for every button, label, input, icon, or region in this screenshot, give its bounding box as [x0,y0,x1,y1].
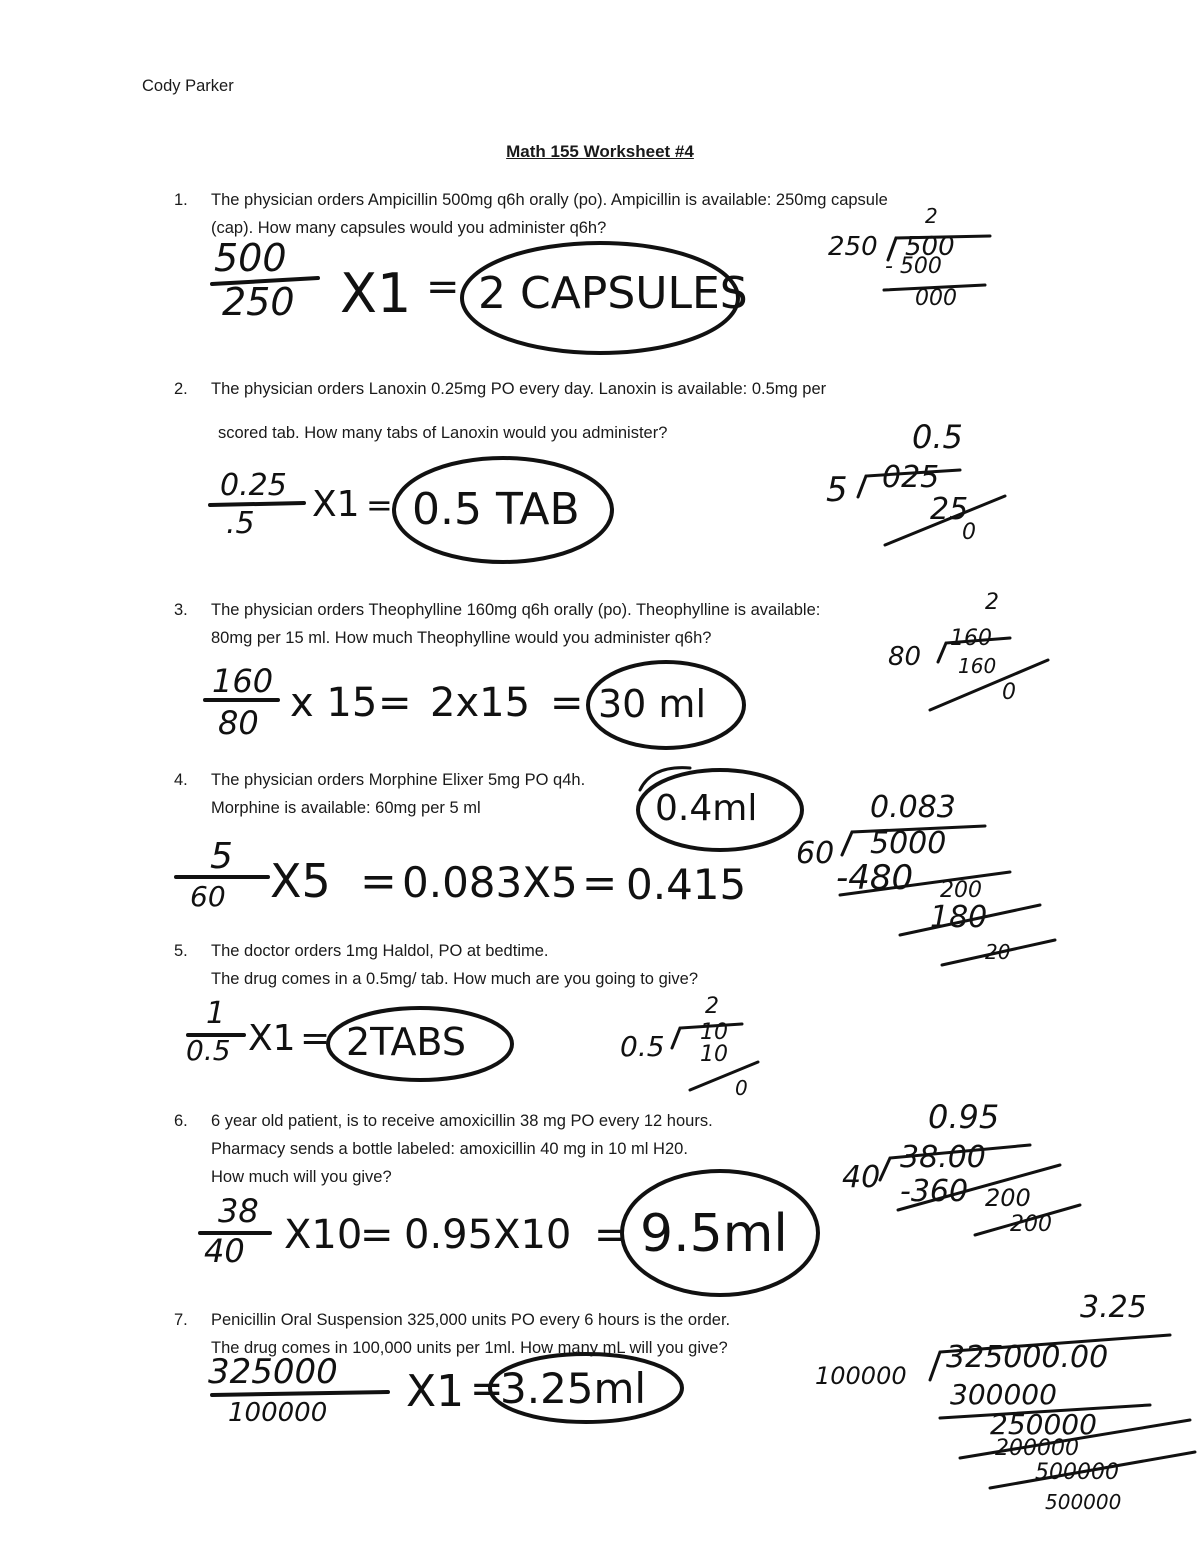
q3-div-subtract: 160 [958,654,997,678]
q6-middle: 0.95X10 [404,1212,572,1258]
question-4-line-1: The physician orders Morphine Elixer 5mg PO q4h. [211,771,586,789]
q6-div-divisor: 40 [842,1160,881,1195]
q1-denominator: 250 [222,280,295,324]
q7-multiplier: X1 [406,1366,465,1417]
q3-denominator: 80 [218,704,259,742]
question-5-line-1: The doctor orders 1mg Haldol, PO at bedtime. [211,942,549,960]
q7-div-subtract: 300000 [950,1378,1057,1411]
q6-div-step: 200 [985,1184,1031,1212]
q6-equals-2: = [594,1212,628,1258]
q3-equals: = [378,680,412,726]
question-2-number: 2. [174,380,188,398]
question-1-number: 1. [174,191,188,209]
q4-numerator: 5 [210,836,233,877]
q4-result: 0.415 [626,860,747,909]
q4-div-divisor: 60 [796,836,835,871]
q2-fraction-bar [210,503,304,505]
question-6-line-3: How much will you give? [211,1168,392,1186]
question-7-line-1: Penicillin Oral Suspension 325,000 units PO every 6 hours is the order. [211,1311,731,1329]
q3-middle: 2x15 [430,680,531,726]
q6-div-subtract: -360 [900,1174,969,1209]
q1-div-divisor: 250 [828,232,878,262]
question-4-line-2: Morphine is available: 60mg per 5 ml [211,799,481,817]
q3-equals-2: = [550,680,584,726]
q3-div-dividend: 160 [950,626,992,651]
q4-div-step-2: 180 [930,900,988,935]
q5-div-dividend: 10 [700,1020,728,1045]
q7-div-step-3: 500000 [1035,1460,1119,1485]
q6-denominator: 40 [204,1232,245,1270]
q1-equals: = [426,264,460,310]
question-6-line-2: Pharmacy sends a bottle labeled: amoxicillin 40 mg in 10 ml H20. [211,1140,688,1158]
q6-equals: = [360,1212,394,1258]
question-2-line-1: The physician orders Lanoxin 0.25mg PO every day. Lanoxin is available: 0.5mg per [211,380,827,398]
q7-numerator: 325000 [208,1352,338,1392]
question-7-line-2: The drug comes in 100,000 units per 1ml. How many mL will you give? [211,1339,728,1357]
q4-div-subtract: -480 [836,858,914,898]
q7-div-quotient: 3.25 [1080,1290,1147,1325]
q1-div-dividend: 500 [905,232,955,262]
q4-div-dividend: 5000 [870,826,947,861]
q4-arrow [640,768,690,790]
q2-multiplier: X1 [312,484,360,525]
q2-answer: 0.5 TAB [412,484,580,535]
q4-div-remainder: 20 [985,940,1011,964]
question-5-number: 5. [174,942,188,960]
q5-multiplier: X1 [248,1018,296,1059]
q7-equals: = [470,1366,504,1412]
q4-equals: = [360,856,397,907]
question-5-line-2: The drug comes in a 0.5mg/ tab. How much are you going to give? [211,970,699,988]
q4-answer: 0.4ml [655,788,758,829]
q7-answer: 3.25ml [500,1364,647,1413]
q1-div-quotient: 2 [925,204,938,228]
q2-div-remainder: 0 [962,520,976,545]
q5-div-subtract: 10 [700,1042,728,1067]
q1-div-remainder: 000 [915,286,957,311]
q5-div-remainder: 0 [735,1076,748,1100]
q2-div-dividend: 025 [882,460,940,495]
q6-div-quotient: 0.95 [928,1098,1000,1136]
question-6-number: 6. [174,1112,188,1130]
q5-answer: 2TABS [346,1020,466,1064]
q5-denominator: 0.5 [186,1034,231,1067]
question-2-line-2: scored tab. How many tabs of Lanoxin would you administer? [218,424,668,442]
question-1-line-2: (cap). How many capsules would you administer q6h? [211,219,607,237]
q2-div-quotient: 0.5 [912,418,963,456]
q7-fraction-bar [212,1392,388,1395]
q7-div-dividend: 325000.00 [946,1340,1109,1375]
q4-div-quotient: 0.083 [870,790,956,825]
q5-div-quotient: 2 [705,994,719,1019]
q1-div-subtract: - 500 [885,254,942,279]
q3-answer: 30 ml [598,682,707,726]
q2-div-subtract: 25 [930,492,969,527]
q6-div-dividend: 38.00 [900,1140,986,1175]
q7-div-remainder: 500000 [1045,1490,1122,1514]
q1-answer: 2 CAPSULES [478,268,748,319]
question-3-number: 3. [174,601,188,619]
q2-denominator: .5 [226,506,255,541]
q3-multiplier: x 15 [290,680,378,726]
q3-div-quotient: 2 [985,590,999,615]
q4-multiplier: X5 [270,854,331,908]
q4-div-step-1: 200 [940,878,982,903]
question-4-number: 4. [174,771,188,789]
author-name: Cody Parker [142,77,234,95]
q5-numerator: 1 [206,996,226,1031]
question-3-line-1: The physician orders Theophylline 160mg q6h orally (po). Theophylline is available: [211,601,821,619]
q4-denominator: 60 [190,880,226,913]
q3-numerator: 160 [212,662,274,700]
question-1-line-1: The physician orders Ampicillin 500mg q6h orally (po). Ampicillin is available: 250mg capsule [211,191,888,209]
q1-numerator: 500 [214,236,287,280]
q6-multiplier: X10 [284,1212,363,1258]
q2-equals: = [366,486,393,524]
q4-middle: 0.083X5 [402,858,578,907]
q6-numerator: 38 [218,1192,259,1230]
q6-answer: 9.5ml [640,1204,788,1264]
q5-div-divisor: 0.5 [620,1030,665,1063]
question-7-number: 7. [174,1311,188,1329]
worksheet-title: Math 155 Worksheet #4 [506,142,694,161]
q7-div-step-2: 200000 [995,1436,1079,1461]
q3-div-remainder: 0 [1002,680,1016,705]
q3-div-divisor: 80 [888,642,922,672]
q2-numerator: 0.25 [220,468,287,503]
q1-multiplier: X1 [340,262,412,325]
q7-denominator: 100000 [228,1398,328,1428]
q4-equals-2: = [582,858,618,907]
q5-equals: = [300,1018,331,1059]
q7-div-step-1: 250000 [990,1408,1097,1441]
q6-div-remainder: 200 [1010,1212,1052,1237]
q7-div-divisor: 100000 [815,1362,907,1390]
question-3-line-2: 80mg per 15 ml. How much Theophylline would you administer q6h? [211,629,712,647]
question-6-line-1: 6 year old patient, is to receive amoxicillin 38 mg PO every 12 hours. [211,1112,713,1130]
q2-div-divisor: 5 [826,470,848,510]
